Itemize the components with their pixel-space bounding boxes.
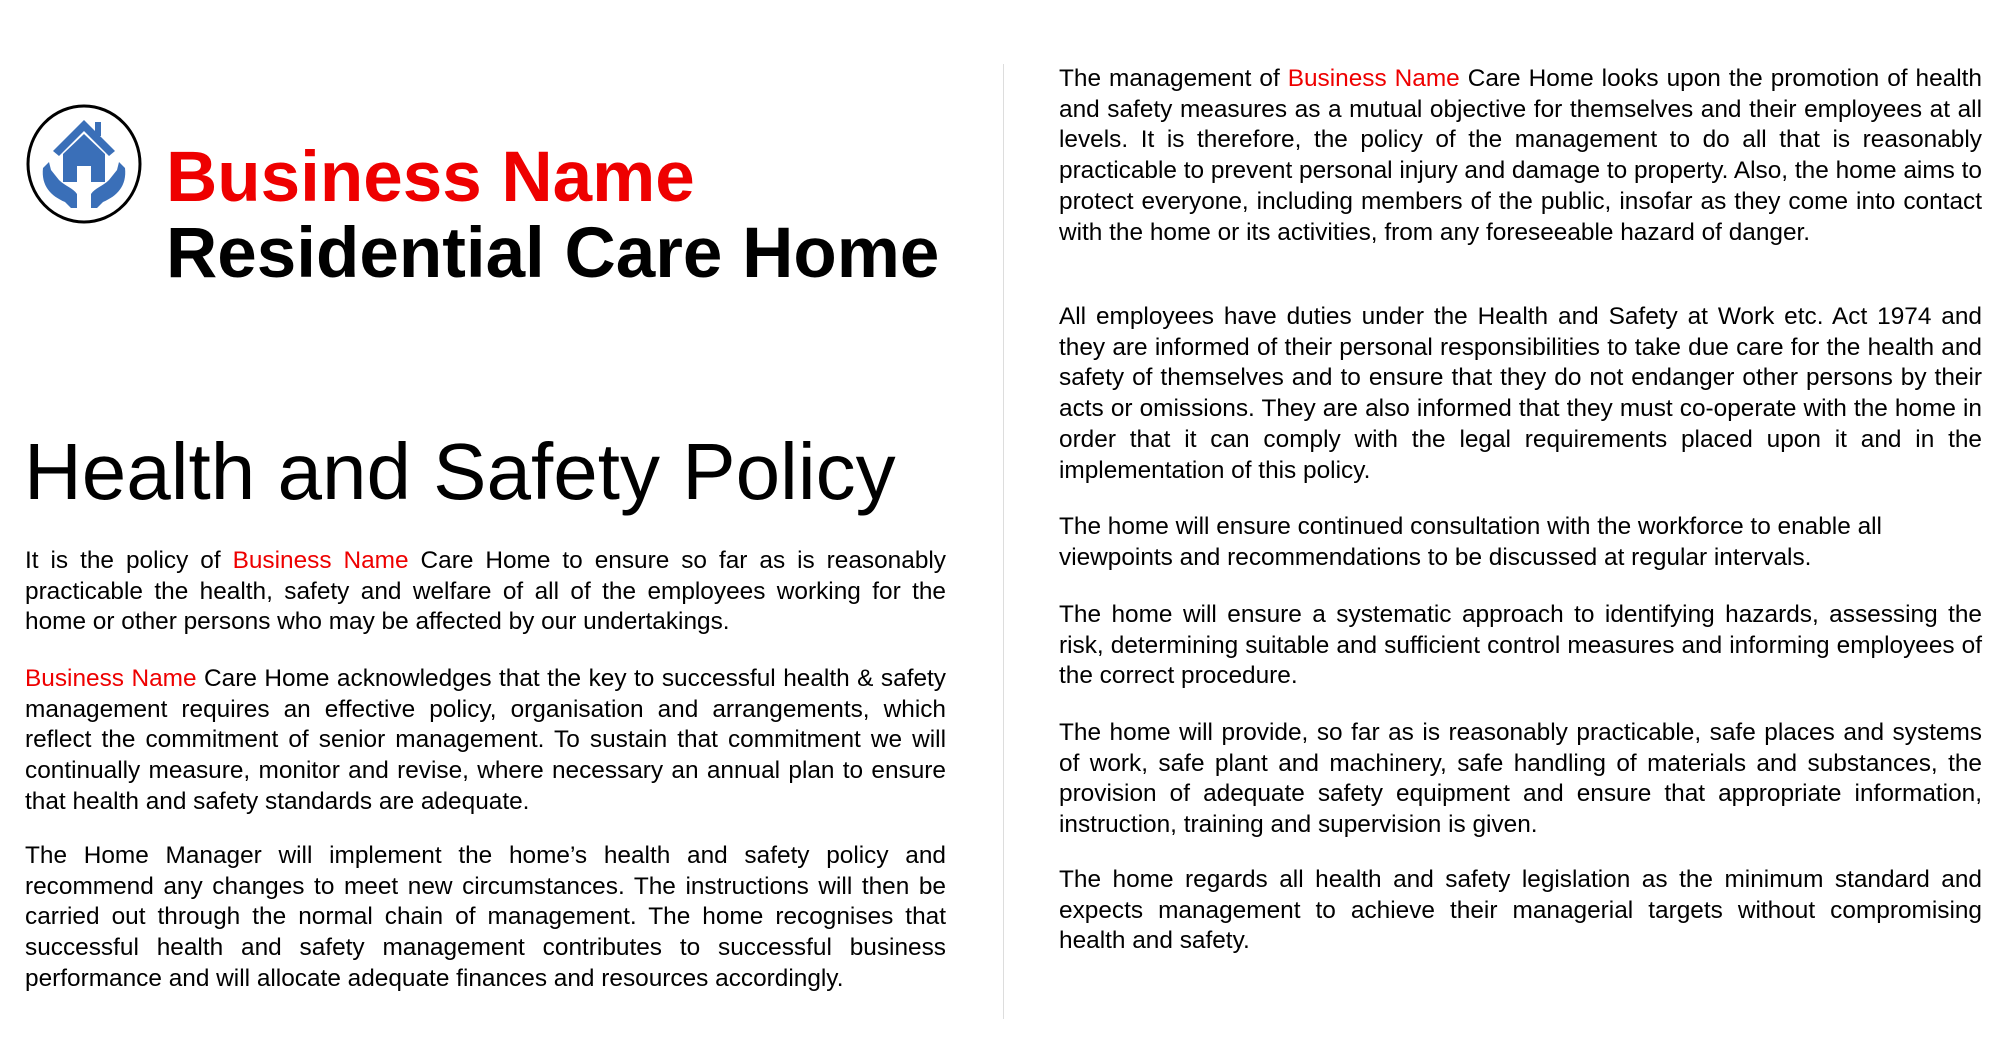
business-name-inline: Business Name	[1287, 65, 1460, 92]
left-paragraph-2	[25, 664, 946, 818]
text: Care Home acknowledges that the key to successful health & safety management requires an effective policy, organisation and arrangements, which reflect the commitment of senior management. To sustain that commitment we will continually measure, monitor and revise, where necessary an annual plan to ensure that health and safety standards are adequate.	[25, 665, 947, 815]
page-title: Health and Safety Policy	[24, 427, 896, 516]
left-paragraph-3: The Home Manager will implement the home’s health and safety policy and recommend any changes to meet new circumstances. The instructions will then be carried out through the normal chain of management. The home recognises that successful health and safety management contributes to successful business performance and will allocate adequate finances and resources accordingly.	[25, 842, 946, 992]
subtitle-heading: Residential Care Home	[166, 214, 940, 293]
business-name-heading: Business Name	[166, 138, 695, 217]
text: Care Home looks upon the promotion of health and safety measures as a mutual objective for themselves and their employees at all levels. It is therefore, the policy of the management to do all that is reasonably practicable to prevent personal injury and damage to property. Also, the home aims to protect everyone, including members of the public, insofar as they come into contact with the home or its activities, from any foreseeable hazard of danger.	[1059, 65, 1982, 246]
business-name-inline: Business Name	[25, 665, 197, 692]
right-paragraph-3: The home will ensure continued consultation with the workforce to enable all viewpoints and recommendations to be discussed at regular intervals.	[1059, 513, 1882, 571]
right-paragraph-1	[1059, 64, 1982, 248]
business-name-inline: Business Name	[232, 547, 409, 574]
right-paragraph-6: The home regards all health and safety legislation as the minimum standard and expects management to achieve their managerial targets without compromising health and safety.	[1059, 866, 1982, 955]
right-paragraph-5: The home will provide, so far as is reasonably practicable, safe places and systems of work, safe plant and machinery, safe handling of materials and substances, the provision of adequate safety equipment and ensure that appropriate information, instruction, training and supervision is given.	[1059, 719, 1982, 839]
text: The management of	[1059, 65, 1288, 92]
left-paragraph-1	[25, 546, 946, 638]
right-paragraph-2: All employees have duties under the Health and Safety at Work etc. Act 1974 and they are informed of their personal responsibilities to take due care for the health and safety of themselves and to ensure that they do not endanger other persons by their acts or omissions. They are also informed that they must co-operate with the home in order that it can comply with the legal requirements placed upon it and in the implementation of this policy.	[1059, 303, 1982, 484]
column-divider	[1003, 64, 1004, 1019]
text: It is the policy of	[25, 547, 233, 574]
right-paragraph-4: The home will ensure a systematic approach to identifying hazards, assessing the risk, determining suitable and sufficient control measures and informing employees of the correct procedure.	[1059, 601, 1982, 690]
house-in-hands-icon	[25, 104, 143, 224]
text: Care Home to ensure so far as is reasonably practicable the health, safety and welfare of all of the employees working for the home or other persons who may be affected by our undertakings.	[25, 547, 946, 636]
